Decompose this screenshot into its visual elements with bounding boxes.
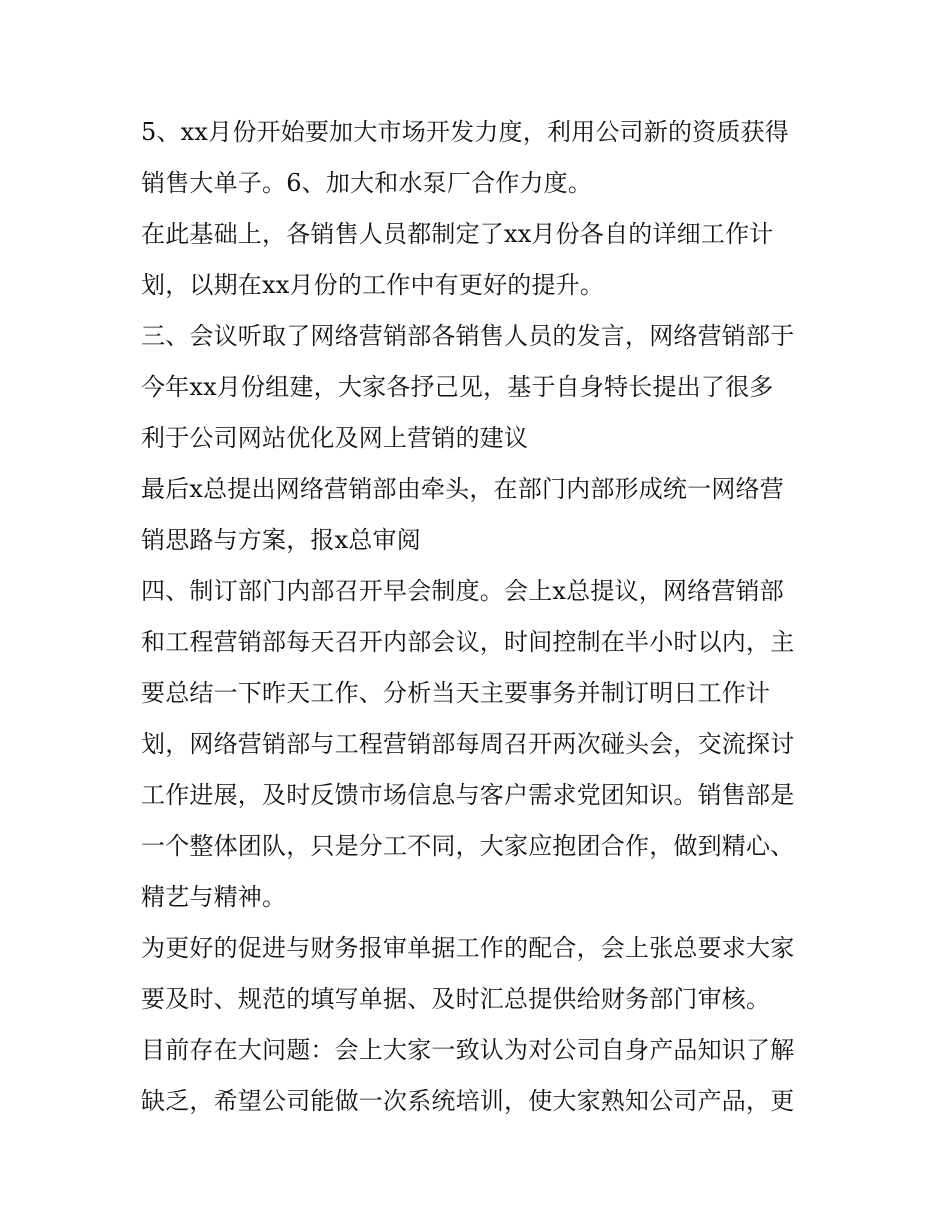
text-line-16: 精艺与精神。: [141, 883, 287, 911]
text-line-3: 在此基础上，各销售人员都制定了xx月份各自的详细工作计: [141, 220, 774, 248]
text-line-8: 最后x总提出网络营销部由牵头，在部门内部形成统一网络营: [141, 475, 784, 503]
text-line-10: 四、制订部门内部召开早会制度。会上x总提议，网络营销部: [141, 577, 784, 605]
text-line-7: 利于公司网站优化及网上营销的建议: [141, 424, 529, 452]
text-line-2: 销售大单子。6、加大和水泵厂合作力度。: [141, 169, 593, 197]
text-line-12: 要总结一下昨天工作、分析当天主要事务并制订明日工作计: [141, 679, 771, 707]
text-line-13: 划，网络营销部与工程营销部每周召开两次碰头会，交流探讨: [141, 730, 795, 758]
text-line-11: 和工程营销部每天召开内部会议，时间控制在半小时以内，主: [141, 628, 795, 656]
text-line-18: 要及时、规范的填写单据、及时汇总提供给财务部门审核。: [141, 985, 771, 1013]
text-line-19: 目前存在大问题：会上大家一致认为对公司自身产品知识了解: [141, 1036, 795, 1064]
text-line-6: 今年xx月份组建，大家各抒己见，基于自身特长提出了很多: [141, 373, 774, 401]
document-body: [141, 107, 821, 1127]
text-line-15: 一个整体团队，只是分工不同，大家应抱团合作，做到精心、: [141, 832, 795, 860]
text-line-1: 5、xx月份开始要加大市场开发力度，利用公司新的资质获得: [141, 118, 789, 146]
text-line-17: 为更好的促进与财务报审单据工作的配合，会上张总要求大家: [141, 934, 795, 962]
text-line-5: 三、会议听取了网络营销部各销售人员的发言，网络营销部于: [141, 322, 795, 350]
text-line-14: 工作进展，及时反馈市场信息与客户需求党团知识。销售部是: [141, 781, 795, 809]
text-line-4: 划，以期在xx月份的工作中有更好的提升。: [141, 271, 605, 299]
text-line-9: 销思路与方案，报x总审阅: [141, 526, 421, 554]
text-line-20: 缺乏，希望公司能做一次系统培训，使大家熟知公司产品，更: [141, 1087, 795, 1115]
